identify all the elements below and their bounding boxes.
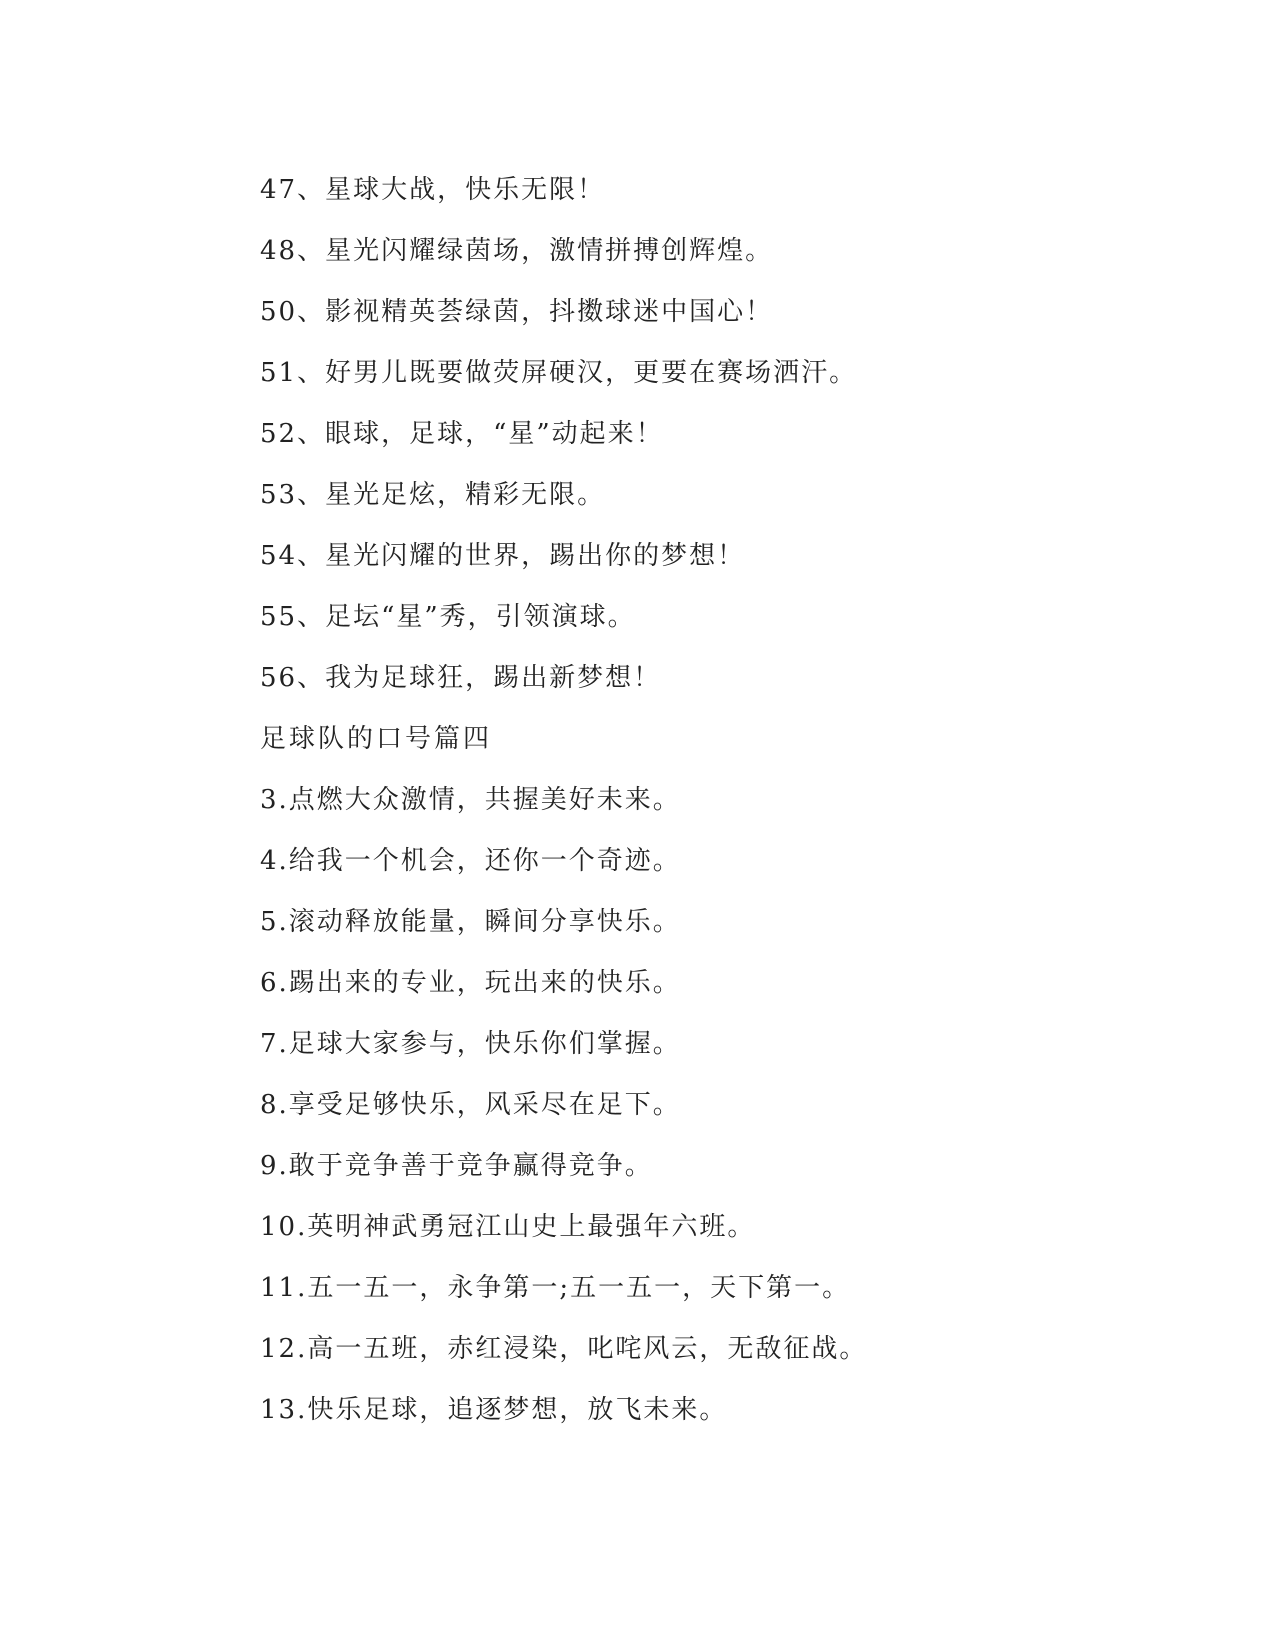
slogan-line-7: 7.足球大家参与，快乐你们掌握。 [260, 1029, 681, 1059]
document-body [260, 166, 1160, 1447]
slogan-line-6: 6.踢出来的专业，玩出来的快乐。 [260, 968, 681, 998]
slogan-line-56: 56、我为足球狂，踢出新梦想！ [260, 663, 662, 693]
slogan-line-11: 11.五一五一，永争第一;五一五一，天下第一。 [260, 1273, 851, 1303]
slogan-line-9: 9.敢于竞争善于竞争赢得竞争。 [260, 1151, 653, 1181]
slogan-line-47: 47、星球大战，快乐无限！ [260, 175, 606, 205]
slogan-line-51: 51、好男儿既要做荧屏硬汉，更要在赛场洒汗。 [260, 358, 858, 388]
slogan-line-4: 4.给我一个机会，还你一个奇迹。 [260, 846, 681, 876]
slogan-line-55: 55、足坛“星”秀，引领演球。 [260, 602, 636, 632]
slogan-line-8: 8.享受足够快乐，风采尽在足下。 [260, 1090, 681, 1120]
slogan-line-53: 53、星光足炫，精彩无限。 [260, 480, 606, 510]
section-heading: 足球队的口号篇四 [260, 724, 493, 754]
slogan-line-54: 54、星光闪耀的世界，踢出你的梦想！ [260, 541, 746, 571]
slogan-line-5: 5.滚动释放能量，瞬间分享快乐。 [260, 907, 681, 937]
slogan-line-52: 52、眼球，足球，“星”动起来！ [260, 419, 664, 449]
slogan-line-50: 50、影视精英荟绿茵，抖擞球迷中国心！ [260, 297, 774, 327]
slogan-line-48: 48、星光闪耀绿茵场，激情拼搏创辉煌。 [260, 236, 774, 266]
slogan-line-12: 12.高一五班，赤红浸染，叱咤风云，无敌征战。 [260, 1334, 868, 1364]
slogan-line-3: 3.点燃大众激情，共握美好未来。 [260, 785, 681, 815]
slogan-line-10: 10.英明神武勇冠江山史上最强年六班。 [260, 1212, 756, 1242]
slogan-line-13: 13.快乐足球，追逐梦想，放飞未来。 [260, 1395, 728, 1425]
